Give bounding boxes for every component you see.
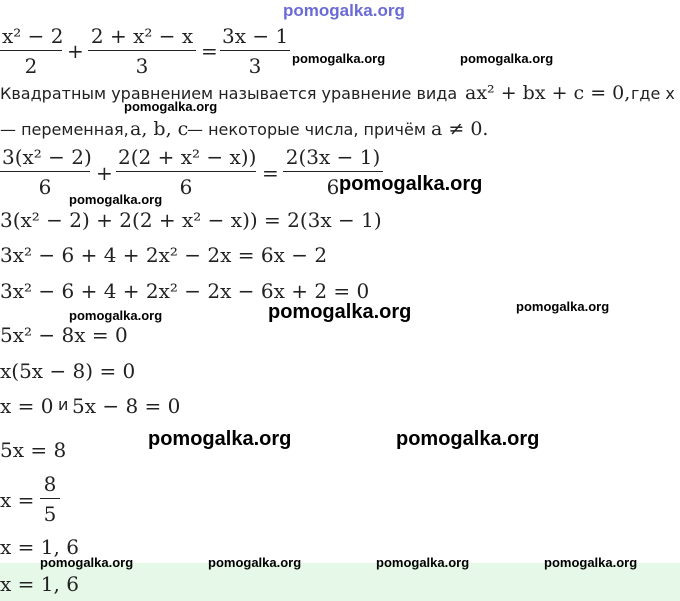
- result-line: x = 1, 6: [0, 535, 79, 559]
- plus-sign: +: [96, 161, 113, 185]
- watermark: pomogalka.org: [40, 555, 134, 570]
- definition-text: — переменная,: [0, 120, 129, 139]
- step-line: 3x² − 6 + 4 + 2x² − 2x = 6x − 2: [0, 243, 328, 267]
- watermark: pomogalka.org: [516, 299, 610, 314]
- watermark: pomogalka.org: [124, 99, 218, 114]
- fraction-2-numerator: 2 + x² − x: [90, 24, 194, 48]
- plus-sign: +: [67, 39, 84, 63]
- watermark: pomogalka.org: [460, 51, 554, 66]
- watermark: pomogalka.org: [208, 555, 302, 570]
- watermark: pomogalka.org: [376, 555, 470, 570]
- step1-fraction-1-denominator: 6: [38, 175, 52, 199]
- watermark: pomogalka.org: [544, 555, 638, 570]
- step-line: 5x² − 8x = 0: [0, 323, 128, 347]
- watermark: pomogalka.org: [69, 192, 163, 207]
- watermark: pomogalka.org: [148, 428, 292, 450]
- root-zero: x = 0: [0, 394, 54, 418]
- definition-text: Квадратным уравнением называется уравнение вида: [0, 84, 458, 103]
- step1-fraction-3-numerator: 2(3x − 1): [285, 145, 381, 169]
- fraction-lhs: x =: [0, 488, 35, 512]
- step-line: 5x = 8: [0, 438, 67, 462]
- fraction-1: [0, 26, 62, 76]
- fraction-1-numerator: x² − 2: [2, 24, 64, 48]
- watermark: pomogalka.org: [69, 308, 163, 323]
- watermark: pomogalka.org: [339, 173, 483, 195]
- fraction-8-5: [40, 474, 60, 524]
- fraction-3: [220, 26, 290, 76]
- step1-fraction-1-numerator: 3(x² − 2): [2, 145, 92, 169]
- step1-fraction-1: [0, 147, 90, 197]
- fraction-numerator: 8: [43, 472, 57, 496]
- fraction-2-denominator: 3: [135, 54, 149, 78]
- fraction-2: [88, 26, 196, 76]
- step-line: 3(x² − 2) + 2(2 + x² − x)) = 2(3x − 1): [0, 208, 382, 232]
- fraction-denominator: 5: [43, 502, 57, 526]
- watermark: pomogalka.org: [268, 301, 412, 323]
- linear-equation: 5x − 8 = 0: [72, 394, 181, 418]
- watermark-top: pomogalka.org: [283, 1, 405, 20]
- fraction-3-denominator: 3: [248, 54, 262, 78]
- fraction-1-denominator: 2: [24, 54, 38, 78]
- equals-sign: =: [262, 161, 279, 185]
- definition-text: где x: [631, 84, 675, 103]
- definition-text: — некоторые числа, причём: [187, 120, 426, 139]
- step1-fraction-2-numerator: 2(2 + x² − x)): [118, 145, 257, 169]
- step-line: 3x² − 6 + 4 + 2x² − 2x − 6x + 2 = 0: [0, 279, 370, 303]
- equals-sign: =: [201, 39, 218, 63]
- definition-condition: a ≠ 0.: [431, 118, 489, 140]
- step1-fraction-2: [116, 147, 256, 197]
- definition-variables: a, b, c: [130, 118, 189, 140]
- step-line: x(5x − 8) = 0: [0, 359, 136, 383]
- step1-fraction-3-denominator: 6: [326, 175, 340, 199]
- watermark: pomogalka.org: [396, 428, 540, 450]
- watermark: pomogalka.org: [292, 51, 386, 66]
- fraction-3-numerator: 3x − 1: [222, 24, 289, 48]
- conjunction: и: [58, 395, 69, 414]
- answer: x = 1, 6: [0, 572, 79, 596]
- definition-formula: ax² + bx + c = 0,: [465, 82, 631, 104]
- step1-fraction-2-denominator: 6: [179, 175, 193, 199]
